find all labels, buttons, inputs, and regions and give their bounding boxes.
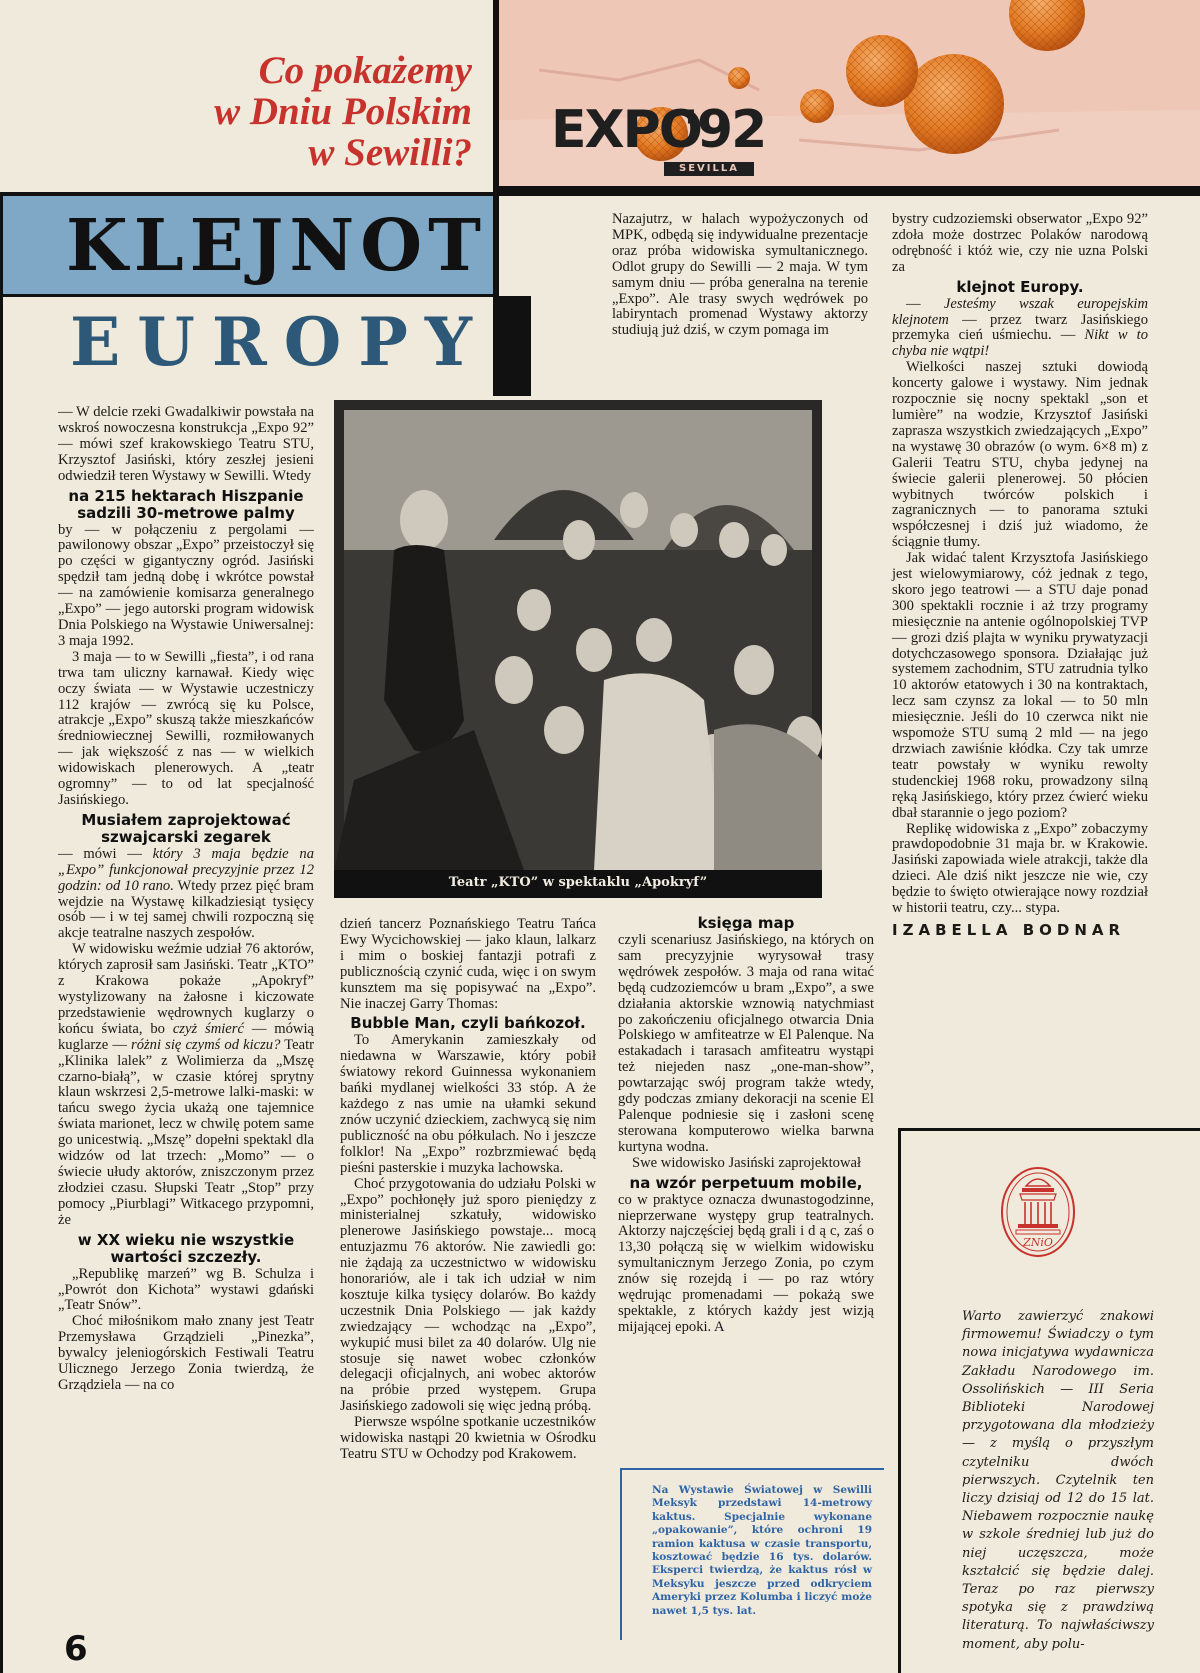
col1-p5-a: W widowisku weźmie udział 76 aktorów, których zaprosił sam Jasiński. Teatr „KTO” z Krakowa pokaże „Apokryf” wystylizowany na żałosne i kiczowate przedstawienie wędrownych kuglarzy o końcu świata, bo — [58, 941, 314, 1037]
col1-paragraph-3: 3 maja — to w Sewilli „fiesta”, i od rana trwa tam uliczny karnawał. Kiedy więc oczy świata — w Wystawie uczestniczy 112 krajów — zwrócą się ku Polsce, atrakcje „Expo” skuszą także mieszkańców średniowiecznej Sewilli, rozmiłowanych — jak większość z nas — w wielkich widowiskach plenerowych. A „teatr ogromny” — to od lat specjalność Jasińskiego. — [58, 648, 314, 808]
col3-paragraph-2: czyli scenariusz Jasińskiego, na których on sam precyzyjnie wyrysował trasy wędrówek zespołów. 3 maja od rana witać będą cudzoziemców u bram „Expo”, a swe działania aktorskie wznowią natychmiast po zakończeniu oficjalnego otwarcia Dnia Polskiego w amfiteatrze w El Palenque. Na estakadach i tarasach amfiteatru wystąpi też niejeden nasz „one-man-show”, powtarzając swój program także wtedy, gdy podczas zmiany dekoracji na scenie El Palenque podniesie się i zasłoni scenę sterowana komputerowo wielka barwna kurtyna wodna. — [618, 932, 874, 1155]
col4-paragraph-2 — [892, 297, 1148, 361]
cactus-box — [620, 1468, 884, 1640]
col4-paragraph-3: Wielkości naszej sztuki dowiodą koncerty galowe i wystawy. Nim jednak rozpocznie się nocny spektakl „son et lumière” na wodzie, Krzysztof Jasiński zaprasza wszystkich zwiedzających „Expo” na wystawę 30 obrazów (o wym. 6×8 m) z Galerii Teatru STU, chyba jedynej na świecie galerii plenerowej. 50 płócien wybitnych twórców polskich i zagranicznych — to panorama sztuki współczesnej i dziś już wiadomo, że ściągnie tłumy. — [892, 359, 1148, 551]
col1-paragraph-5 — [58, 942, 314, 1228]
col1-subhead-2: Musiałem zaprojektować szwajcarski zegarek — [81, 810, 291, 846]
col1-paragraph-1: — W delcie rzeki Gwadalkiwir powstała na wskroś nowoczesna konstrukcja „Expo 92” — mówi szef krakowskiego Teatru STU, Krzysztof Jasiński, który zeszłej jesieni odwiedził teren Wystawy w Sewilli. Wtedy — [58, 404, 314, 484]
col3-subhead-1: księga map — [697, 914, 795, 932]
col3-paragraph-1: Nazajutrz, w halach wypożyczonych od MPK, odbędą się indywidualne prezentacje oraz próba widowiska symultanicznego. Odlot grupy do Sewilli — 2 maja. W tym samym dniu — próba generalna na terenie „Expo”. Ale trasy swych wędrówek po labiryntach promenad Wystawy aktorzy studiują już dziś, w czym pomaga im — [612, 211, 868, 339]
title-line-1: KLEJNOT — [66, 203, 487, 287]
column-4 — [892, 212, 1148, 939]
column-1 — [58, 405, 314, 1394]
globe-small — [800, 89, 834, 123]
expo-logo-sevilla: SEVILLA — [664, 162, 754, 176]
column-3 — [618, 912, 874, 1336]
col1-p5-c: — mówią kuglarze — — [58, 1020, 315, 1053]
col3-paragraph-3: Swe widowisko Jasiński zaprojektował — [632, 1154, 862, 1171]
rule-black-block — [493, 296, 531, 396]
kicker-line-2: w Dniu Polskim — [214, 90, 472, 133]
rule-right-box-top — [898, 1128, 1200, 1131]
kicker-line-3: w Sewilli? — [308, 131, 472, 174]
expo-logo-year: '92 — [683, 100, 766, 160]
photo-apokryf — [334, 400, 822, 870]
col1-p5-e: Teatr „Klinika lalek” z Wolimierza da „Mszę czarno-białą”, w czasie której sprytny klaun wskrzesi 2,5-metrowe lalki-maski: w tańcu swego życia ukażą one tajemnice świata marionet, lecz w chwilę potem same go unicestwią. „Mszę” dopełni spektakl dla widzów od lat trzech: „Momo” — o świecie ułudy aktorów, zniszczonym przez złodziei czasu. Słupski Teatr „Stop” przy pomocy „Piurblagi” Witkacego przypomni, że — [58, 1036, 314, 1228]
col4-p2-b: Jesteśmy wszak europejskim klejnotem — [892, 295, 1148, 328]
emblem-label: ZNiO — [1023, 1236, 1053, 1249]
photo-frame — [334, 400, 822, 898]
page-number: 6 — [64, 1629, 88, 1669]
col1-subhead-3: w XX wieku nie wszystkie wartości szczezły. — [77, 1230, 295, 1266]
col3-subhead-2: na wzór perpetuum mobile, — [629, 1173, 863, 1192]
col4-paragraph-1: bystry cudzoziemski obserwator „Expo 92” zdoła może dostrzec Polaków narodową odrębność i któż wie, czy nie uzna Polski za — [892, 211, 1148, 275]
col1-p4-quote: który 3 maja będzie na „Expo” funkcjonował precyzyjnie przez 12 godzin: od 10 rano. — [58, 845, 314, 894]
ad-text: Warto zawierzyć znakowi firmowemu! Świadczy o tym nowa inicjatywa wydawnicza Zakładu Narodowego im. Ossolińskich — III Seria Biblioteki Narodowej przygotowana dla młodzieży — z myślą o przyszłym czytelniku dwóch pierwszych. Czytelnik ten liczy dzisiaj od 12 do 15 lat. Niebawem rozpocznie naukę w szkole średniej lub już do niej uczęszcza, może kształcić się będzie dalej. Teraz po raz pierwszy spotyka się z prawdziwą literaturą. To najwłaściwszy moment, aby polu- — [962, 1309, 1154, 1652]
rule-right-box-left — [898, 1128, 901, 1673]
author-signature: IZABELLA BODNAR — [892, 920, 1126, 939]
globe-mid — [846, 35, 918, 107]
col2-paragraph-3: Choć przygotowania do udziału Polski w „Expo” pochłonęły już sporo pieniędzy z ministerialnej szkatuły, widowisko plenerowe Jasińskiego powstaje... mocą entuzjazmu 76 aktorów. Nie zawiedli go: nie żądają za uczestnictwo w widowisku honorariów, ale i tak ich udział w nim kosztuje kilka tysięcy dolarów. Bo każdy uczestnik Dnia Polskiego — jak każdy zwiedzający — wchodząc na „Expo”, wykupić musi bilet za 40 dolarów. Ulg nie stosuje się nawet wobec członków delegacji oficjalnych, ani wobec aktorów na próbie przed występem. Grupa Jasińskiego zadowoli się więc jedną próbą. — [340, 1175, 596, 1415]
ossolineum-emblem — [1000, 1166, 1076, 1258]
expo-banner — [499, 0, 1200, 186]
col2-paragraph-1: dzień tancerz Poznańskiego Teatru Tańca Ewy Wycichowskiej — jako klaun, lalkarz i mim o boskiej fantazji potrafi z publicznością czynić cuda, więc i on swym kunsztem ma się popisywać na „Expo”. Nie inaczej Garry Thomas: — [340, 916, 596, 1012]
rule-top-left-vertical — [493, 0, 499, 296]
globe-right — [904, 54, 1004, 154]
col4-paragraph-5: Replikę widowiska z „Expo” zobaczymy prawdopodobnie 31 maja br. w Krakowie. Jasiński zapowiada wiele atrakcji, także dla dzieci. Ale dziś nikt jeszcze nie wie, czy będzie to święto otwierające nowy rozdział w historii teatru, czy... stypa. — [892, 820, 1148, 917]
col4-paragraph-4: Jak widać talent Krzysztofa Jasińskiego jest wielowymiarowy, cóż jednak z tego, skoro jego teatrowi — a STU daje ponad 300 spektakli rocznie i aż trzy programy miesięcznie na antenie ogólnopolskiej TVP — grozi dziś plajta w wyniku prywatyzacji dotychczasowego sponsora. Działając już systemem zachodnim, STU zatrudnia tylko 10 aktorów etatowych i 30 na kontraktach, lecz sam czynsz za lokal — to 50 mln miesięcznie. Jeśli do 10 czerwca nikt nie wspomoże STU sumą 2 mld — na jego drzwiach zawiśnie kłódka. Czy tak umrze teatr powstały w wyniku rewolty studenckiej 1968 roku, prowadzony silną ręką Jasińskiego, który przez ćwierć wieku dbał starannie o jego poziom? — [892, 550, 1148, 821]
kicker-line-1: Co pokażemy — [258, 49, 472, 92]
col4-p2-c: — przez twarz Jasińskiego przemyka cień uśmiechu. — — [892, 311, 1148, 344]
column-2 — [340, 917, 596, 1463]
column-3-top — [612, 212, 868, 339]
col2-paragraph-4: Pierwsze wspólne spotkanie uczestników widowiska nastąpi 20 kwietnia w Ośrodku Teatru STU w Ochodzy pod Krakowem. — [340, 1414, 596, 1462]
col3-paragraph-4: co w praktyce oznacza dwunastogodzinne, nieprzerwane występy grup teatralnych. Aktorzy najczęściej będą grali i d ą c, zaś o 13,30 połączą się w wielkim widowisku symultanicznym Jerzego Zonia, po czym znów się rozejdą i — po raz wtóry wędrując promenadami — pokażą swe spektakle, z których każdy jest wizją mijającej epoki. A — [618, 1191, 874, 1335]
rule-under-title — [0, 294, 493, 297]
col1-subhead-1: na 215 hektarach Hiszpanie sadzili 30-metrowe palmy — [68, 486, 304, 522]
col4-p2-a: — — [906, 295, 944, 312]
col1-p5-b: czyż śmierć — [172, 1020, 244, 1037]
kicker — [160, 50, 472, 173]
title-line-2: EUROPY — [70, 303, 489, 381]
rule-col-left — [0, 196, 3, 1673]
col1-p5-d: różni się czymś od kiczu? — [131, 1036, 281, 1053]
col4-p2-d: Nikt w to chyba nie wątpi! — [892, 327, 1149, 360]
rule-top — [0, 192, 1200, 196]
col1-p4-rest: Wtedy przez pięć bram wejdzie na Wystawę kilkadziesiąt tysięcy osób — i w tej samej chwili rozpoczną się akcje teatralne naszych zespołów. — [58, 877, 314, 942]
col1-paragraph-2: by — w połączeniu z pergolami — pawilonowy obszar „Expo” przeistoczył się po części w gigantyczny ogród. Jasiński spędził tam jedną dobę i wkrótce powstał — na zamówienie komisarza generalnego „Expo” — jego autorski program widowisk Dnia Polskiego na Wystawie Uniwersalnej: 3 maja 1992. — [58, 521, 314, 649]
globe-tiny — [728, 67, 750, 89]
photo-caption: Teatr „KTO” w spektaklu „Apokryf” — [448, 875, 708, 890]
col1-paragraph-4 — [58, 847, 314, 942]
col2-subhead-1: Bubble Man, czyli bańkozoł. — [350, 1014, 586, 1033]
cactus-box-text: Na Wystawie Światowej w Sewilli Meksyk przedstawi 14-metrowy kaktus. Specjalnie wykonane „opakowanie”, które ochroni 19 ramion kaktusa w czasie transportu, kosztować będzie 16 tys. dolarów. Eksperci twierdzą, że kaktus rósł w Meksyku jeszcze przed odkryciem Ameryki przez Kolumba i liczyć może nawet 1,5 tys. lat. — [652, 1484, 872, 1617]
col1-paragraph-6: „Republikę marzeń” wg B. Schulza i „Powrót don Kichota” wystawi gdański „Teatr Snów”. — [58, 1265, 314, 1314]
col1-paragraph-7: Choć miłośnikom mało znany jest Teatr Przemysława Grządzieli „Pinezka”, bywalcy jeleniogórskich Festiwali Teatru Ulicznego Jerzego Zonia twierdzą, że Grządziela — na co — [58, 1313, 314, 1393]
col4-subhead-1: klejnot Europy. — [956, 277, 1084, 296]
expo-logo-text: EXPO — [551, 100, 701, 160]
col1-p4-lead: — mówi — — [58, 845, 153, 862]
col2-paragraph-2: To Amerykanin zamieszkały od niedawna w Warszawie, który pobił światowy rekord Guinnessa wykonaniem bańki mydlanej wielkości 33 stóp. A że każdego z nas umie na ułamki sekund znów uczynić dzieckiem, zachwycą się nim publiczność na obu półkulach. No i jeszcze folklor! Na „Expo” rozbrzmiewać będą pieśni pasterskie i muzyka lachowska. — [340, 1032, 596, 1176]
